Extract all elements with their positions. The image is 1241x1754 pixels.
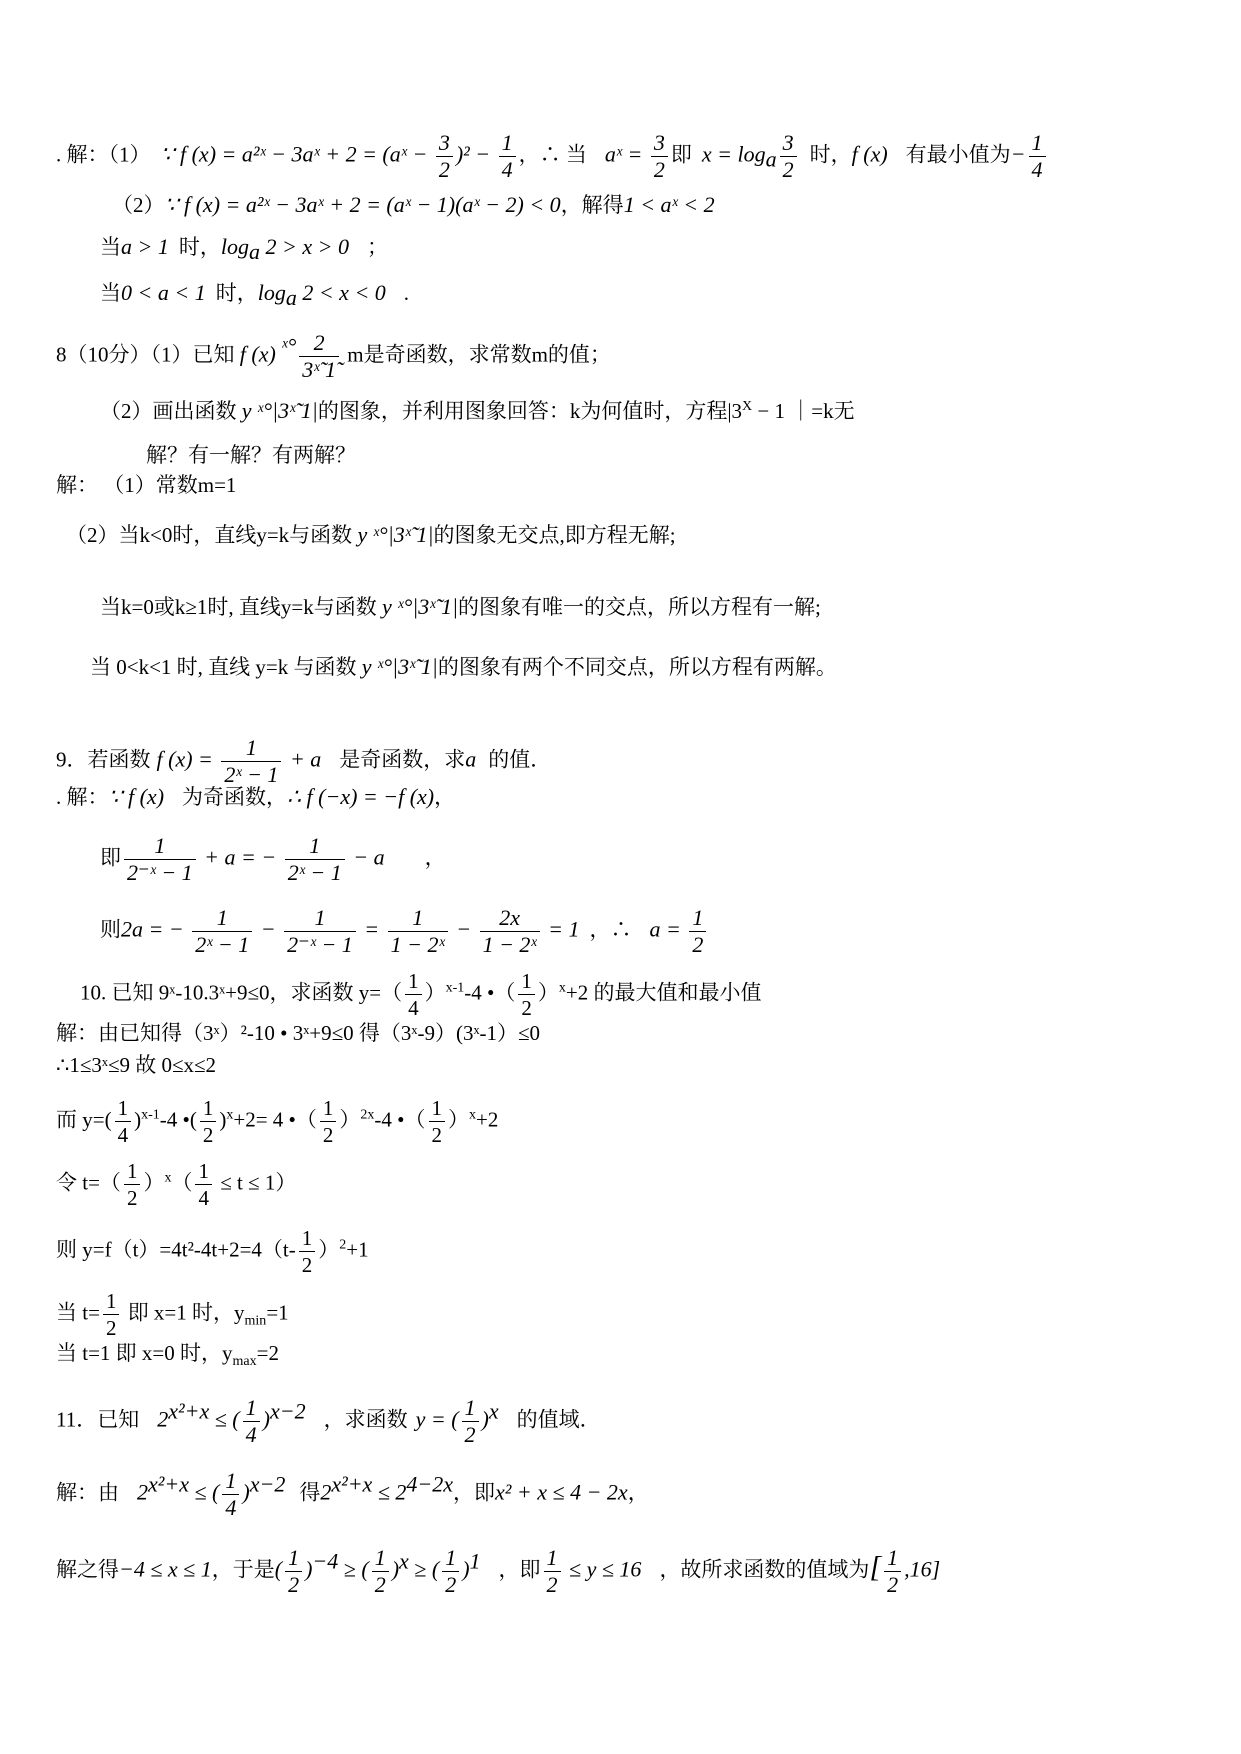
- fraction: $\frac{1}{2}$: [518, 968, 535, 1021]
- expr: 2 > x > 0: [259, 234, 349, 259]
- expr: [: [869, 1550, 882, 1584]
- expr: y: [241, 398, 258, 423]
- fraction: $\frac{2x}{\text{1 − 2ˣ}}$: [480, 905, 540, 958]
- text: 的值．: [488, 747, 552, 772]
- text: ，于是: [211, 1557, 275, 1582]
- fraction: $\frac{1}{2}$: [320, 1095, 337, 1148]
- fraction: $\frac{1}{2}$: [544, 1545, 561, 1598]
- factor-equation: ∵ f (x) = a²ˣ − 3aˣ + 2 = (aˣ −: [160, 141, 433, 167]
- text: 11．已知: [56, 1407, 140, 1432]
- expr: ˣ°|3ˣ̃ 1|: [397, 594, 459, 619]
- text: ，: [627, 1480, 649, 1505]
- text: 当: [100, 281, 121, 305]
- fraction: $\frac{1}{\text{2⁻ˣ − 1}}$: [284, 905, 356, 958]
- expr: )² −: [455, 141, 496, 167]
- text: ，: [434, 785, 456, 809]
- expr: y: [357, 522, 373, 547]
- text: ，故所求函数的值域为: [659, 1557, 870, 1582]
- text: ): [219, 1107, 227, 1132]
- text: 当 t=1 即 x=0 时，y: [56, 1341, 233, 1365]
- expr: ˣ°|3ˣ̃ 1|: [377, 654, 438, 679]
- sol10-line4: [56, 1158, 296, 1211]
- text: 为奇函数，: [182, 785, 288, 809]
- text: 当 t=: [56, 1300, 100, 1325]
- sol9-step2: [100, 905, 709, 958]
- expr: ): [481, 1406, 489, 1432]
- expr: 2: [157, 1406, 169, 1432]
- text: 解？有一解？有两解？: [146, 443, 356, 467]
- fraction: $\frac{1}{\text{2ˣ − 1}}$: [192, 905, 252, 958]
- expr: x: [399, 1548, 409, 1574]
- sol11-line2: [56, 1545, 940, 1598]
- text: ，∴: [589, 917, 632, 942]
- text: （2）当k<0时，直线y=k与函数: [66, 523, 358, 547]
- fraction: $\frac{1}{2}$: [200, 1095, 217, 1148]
- text: =2: [256, 1341, 279, 1365]
- expr: x: [558, 980, 566, 996]
- fraction: $\frac{1}{2}$: [429, 1095, 446, 1148]
- fraction: $\frac{1}{\text{1 − 2ˣ}}$: [388, 905, 448, 958]
- fraction: $\frac{1}{2}$: [285, 1545, 302, 1598]
- expr: 4−2x: [406, 1471, 454, 1497]
- expr: −: [1010, 141, 1026, 167]
- text: 时，: [178, 235, 221, 259]
- fraction: $\frac{1}{4}$: [115, 1095, 132, 1148]
- text: -4 •（: [464, 980, 516, 1005]
- text: .: [403, 281, 410, 305]
- expr: aˣ =: [604, 141, 648, 167]
- expr: ): [305, 1556, 313, 1582]
- text: 即 x=1 时，y: [122, 1300, 245, 1325]
- text: 当: [100, 235, 121, 259]
- expr: y: [381, 594, 398, 619]
- text: 的图象，并利用图象回答：k为何值时，方程|3: [317, 399, 743, 423]
- fraction: $\frac{1}{2}$: [124, 1158, 141, 1211]
- expr: ∵ f (x) = a²ˣ − 3aˣ + 2 = (aˣ − 1)(aˣ − 2) < 0: [164, 192, 561, 217]
- expr: ): [262, 1406, 270, 1432]
- text: ）: [318, 1237, 340, 1262]
- text: ，解得: [560, 193, 624, 217]
- expr: ˣ°|3ˣ̃ 1|: [372, 522, 434, 547]
- expr: 2a = −: [121, 916, 190, 942]
- text: 当 0<k<1 时, 直线 y=k 与函数: [90, 655, 362, 679]
- expr: 2: [137, 1479, 148, 1505]
- text: 10. 已知 9ˣ-10.3ˣ+9≤0，求函数 y=（: [80, 980, 403, 1005]
- expr: x-1: [445, 980, 465, 996]
- expr: ): [242, 1479, 250, 1505]
- expr: y: [361, 654, 378, 679]
- text: 9．若函数: [56, 747, 151, 772]
- expr: log: [257, 280, 286, 305]
- fraction: $\frac{3}{2}$: [651, 130, 668, 183]
- text: ）: [448, 1107, 470, 1132]
- expr: max: [232, 1354, 257, 1370]
- sol7-part1-line: [56, 130, 1049, 183]
- text: ；: [366, 235, 388, 259]
- fraction: $\frac{1}{2}$: [299, 1225, 316, 1278]
- sol7-part2-line: [112, 190, 715, 220]
- text: （: [171, 1170, 193, 1195]
- sol10-line6: [56, 1288, 289, 1341]
- text: 当k=0或k≥1时, 直线y=k与函数: [100, 595, 382, 619]
- expr: a: [285, 285, 297, 311]
- text: ，: [424, 845, 446, 870]
- fraction: $\frac{1}{\text{2ˣ − 1}}$: [285, 833, 345, 886]
- case-a-gt-1: [100, 232, 388, 267]
- text: -4 •（: [374, 1107, 426, 1132]
- solution-lead: . 解：（1）: [56, 142, 151, 167]
- problem-8-part1: [56, 330, 611, 383]
- sol8-k-lt-0: [66, 520, 676, 550]
- expr: 2x: [360, 1107, 375, 1123]
- fraction: $\frac{3}{2}$: [780, 130, 797, 183]
- expr: + a: [284, 746, 322, 772]
- fraction: $\frac{1}{4}$: [1029, 130, 1046, 183]
- text: （2）画出函数: [100, 399, 242, 423]
- expr: ∴ f (−x) = −f (x): [287, 784, 435, 809]
- expr: ≥ (: [338, 1556, 369, 1582]
- text: +2= 4 •（: [233, 1107, 317, 1132]
- expr: ≤ (: [209, 1406, 240, 1432]
- text: =1: [266, 1300, 289, 1325]
- fraction: $\frac{1}{2}$: [884, 1545, 901, 1598]
- text: 8（10分）（1）已知: [56, 342, 240, 367]
- expr: ,16]: [904, 1556, 941, 1582]
- fraction: $\frac{2}{\text{3ˣ̃ 1̃}}$: [299, 330, 339, 383]
- expr: ≤ 2: [372, 1479, 407, 1505]
- text: 得: [299, 1480, 321, 1505]
- fraction: $\frac{1}{4}$: [222, 1468, 239, 1521]
- expr: a: [765, 146, 777, 172]
- expr: = 1: [542, 916, 580, 942]
- fraction: $\frac{1}{2}$: [442, 1545, 459, 1598]
- text: +2 的最大值和最小值: [565, 980, 762, 1005]
- expr: x−2: [249, 1471, 286, 1497]
- text: 时，: [215, 281, 258, 305]
- problem-9: [56, 735, 551, 788]
- text: +1: [346, 1237, 369, 1262]
- sol8-k-eq-0: [100, 592, 821, 622]
- expr: −4 ≤ x ≤ 1: [119, 1556, 212, 1582]
- sol11-line1: [56, 1468, 649, 1521]
- text: 时，: [809, 142, 852, 167]
- expr: x-1: [141, 1107, 160, 1123]
- expr: x−2: [269, 1398, 306, 1424]
- text: -4 •(: [159, 1107, 197, 1132]
- text: . 解：: [56, 785, 109, 809]
- sol9-intro: [56, 782, 455, 812]
- fraction: $\frac{1}{\text{2⁻ˣ − 1}}$: [124, 833, 196, 886]
- text: 而 y=(: [56, 1107, 112, 1132]
- expr: − a: [347, 844, 385, 870]
- sol9-step1: [100, 833, 446, 886]
- text: ，∴ 当: [518, 142, 587, 167]
- expr: ≤ y ≤ 16: [563, 1556, 642, 1582]
- expr: X: [742, 399, 753, 414]
- expr: ˣ°|3ˣ̃ 1|: [257, 398, 318, 423]
- expr: −: [255, 916, 282, 942]
- expr: 1: [469, 1548, 481, 1574]
- expr: log: [220, 234, 249, 259]
- expr: a: [465, 746, 477, 772]
- expr: 0 < a < 1: [121, 280, 206, 305]
- expr: 2: [339, 1237, 347, 1253]
- expr: x²+x: [168, 1398, 210, 1424]
- expr: + a = −: [198, 844, 282, 870]
- expr: ≥ (: [408, 1556, 440, 1582]
- text: +2: [476, 1107, 499, 1132]
- text: ）: [339, 1107, 361, 1132]
- expr: ˣ°: [281, 333, 297, 359]
- expr: x: [488, 1398, 499, 1424]
- expr: x: [164, 1170, 172, 1186]
- sol10-line7: [56, 1338, 279, 1377]
- sol10-line3: [56, 1095, 498, 1148]
- expr: f (x): [239, 341, 282, 367]
- text: ≤ t ≤ 1）: [214, 1170, 297, 1195]
- text: ）: [424, 980, 446, 1005]
- text: 的图象有两个不同交点，所以方程有两解。: [437, 655, 837, 679]
- text: ，求函数: [323, 1407, 408, 1432]
- expr: 1 < aˣ < 2: [623, 192, 715, 217]
- expr: f (x): [851, 141, 888, 167]
- expr: 2: [320, 1479, 332, 1505]
- expr: a =: [649, 916, 687, 942]
- fraction: $\frac{1}{2}$: [372, 1545, 389, 1598]
- sol10-line5: [56, 1225, 369, 1278]
- text: ∴1≤3ˣ≤9 故 0≤x≤2: [56, 1053, 217, 1077]
- expr: a > 1: [121, 234, 169, 259]
- expr: ∵ f (x): [108, 784, 165, 809]
- expr: x²+x: [148, 1471, 189, 1497]
- text: 则 y=f（t）=4t²-4t+2=4（t-: [56, 1237, 296, 1262]
- expr: x² + x ≤ 4 − 2x: [495, 1479, 628, 1505]
- fraction: $\frac{1}{4}$: [195, 1158, 212, 1211]
- fraction: $\frac{1}{\text{2ˣ − 1}}$: [221, 735, 281, 788]
- fraction: $\frac{3}{2}$: [436, 130, 453, 183]
- text: 是奇函数，求: [339, 747, 466, 772]
- text: 即: [670, 142, 692, 167]
- text: （2）: [112, 193, 165, 217]
- fraction: $\frac{1}{4}$: [405, 968, 422, 1021]
- text: ）: [537, 980, 559, 1005]
- text: 即: [100, 845, 121, 870]
- case-a-lt-1: [100, 278, 409, 313]
- text: ）: [143, 1170, 165, 1195]
- expr: =: [358, 916, 385, 942]
- expr: ): [462, 1556, 470, 1582]
- fraction: $\frac{1}{2}$: [462, 1395, 479, 1448]
- text: m是奇函数，求常数m的值；: [342, 342, 611, 367]
- problem-10: [80, 968, 761, 1021]
- text: 解：由: [56, 1480, 119, 1505]
- expr: x: [226, 1107, 234, 1123]
- expr: x²+x: [331, 1471, 373, 1497]
- text: 有最小值为: [905, 142, 1011, 167]
- text: ，即: [498, 1557, 541, 1582]
- text: 令 t=（: [56, 1170, 121, 1195]
- sol10-line1: [56, 1018, 540, 1048]
- problem-11: [56, 1395, 601, 1448]
- expr: ): [391, 1556, 400, 1582]
- fraction: $\frac{1}{2}$: [689, 905, 706, 958]
- expr: 2 < x < 0: [296, 280, 386, 305]
- expr: y = (: [415, 1406, 459, 1432]
- expr: −: [450, 916, 477, 942]
- expr: min: [244, 1313, 267, 1329]
- text: 解之得: [56, 1557, 119, 1582]
- fraction: $\frac{1}{4}$: [499, 130, 516, 183]
- text: 的图象无交点,即方程无解;: [433, 523, 676, 547]
- fraction: $\frac{1}{2}$: [103, 1288, 120, 1341]
- sol8-k-between: [90, 652, 837, 682]
- text: ): [134, 1107, 142, 1132]
- expr: (: [274, 1556, 283, 1582]
- sol8-part1: [56, 470, 236, 500]
- fraction: $\frac{1}{4}$: [243, 1395, 260, 1448]
- text: − 1 ｜=k无: [752, 399, 855, 423]
- problem-8-part2-cont: [146, 440, 356, 470]
- text: ，即: [453, 1480, 496, 1505]
- sol10-line2: [56, 1050, 216, 1080]
- expr: x: [469, 1107, 477, 1123]
- expr: f (x) =: [156, 746, 219, 772]
- expr: −4: [312, 1548, 339, 1574]
- expr: ≤ (: [188, 1479, 220, 1505]
- text: 则: [100, 917, 121, 942]
- text: 的值域．: [516, 1407, 601, 1432]
- text: 解： （1）常数m=1: [56, 473, 237, 497]
- problem-8-part2: [100, 392, 855, 426]
- expr: a: [248, 239, 260, 265]
- expr: x = log: [701, 141, 766, 167]
- text: 的图象有唯一的交点，所以方程有一解;: [458, 595, 821, 619]
- text: 解：由已知得（3ˣ）²-10 • 3ˣ+9≤0 得（3ˣ-9）(3ˣ-1）≤0: [56, 1021, 541, 1045]
